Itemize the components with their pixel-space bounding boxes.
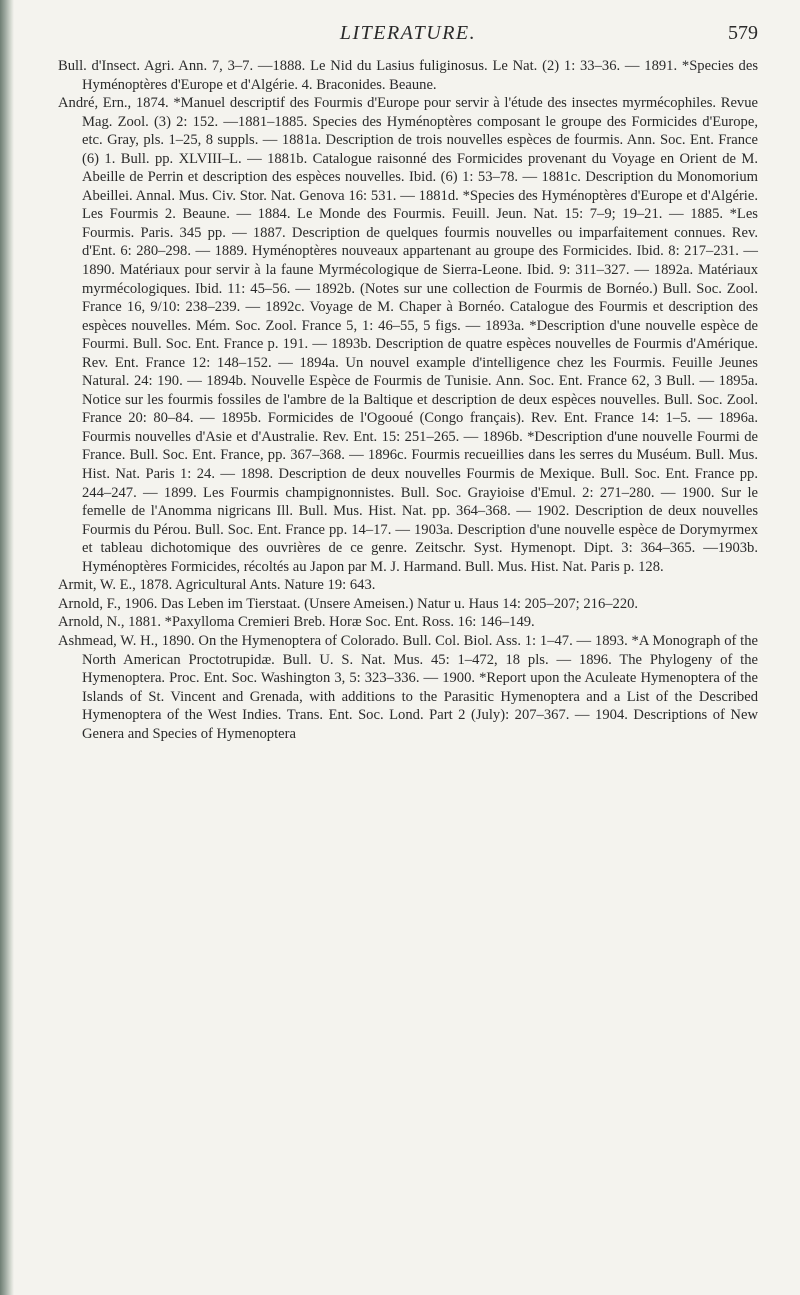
page-gutter-shadow [0,0,14,1295]
bibliography-entry-andre-continued: Bull. d'Insect. Agri. Ann. 7, 3–7. —1888. Le Nid du Lasius fuliginosus. Le Nat. (2) 1: 33–36. — 1891. *Species des Hyménoptères d'Europe et d'Algérie. 4. Braconides. Beaune. [58,58,758,93]
running-head-title: LITERATURE. [339,22,477,44]
bibliography-entry-arnold-f: Arnold, F., 1906. Das Leben im Tierstaat. (Unsere Ameisen.) Natur u. Haus 14: 205–207; 216–220. [58,595,639,612]
bibliography-entry-arnold-n: Arnold, N., 1881. *Paxylloma Cremieri Breb. Horæ Soc. Ent. Ross. 16: 146–149. [58,614,535,631]
bibliography-entry-ashmead: Ashmead, W. H., 1890. On the Hymenoptera of Colorado. Bull. Col. Biol. Ass. 1: 1–47. — 1893. *A Monograph of the North American Proctotrupidæ. Bull. U. S. Nat. Mus. 45: 1–472, 18 pls. — 1896. The Phylogeny of the Hymenoptera. Proc. Ent. Soc. Washington 3, 5: 323–336. — 1900. *Report upon the Aculeate Hymenoptera of the Islands of St. Vincent and Grenada, with additions to the Parasitic Hymenoptera and a List of the Described Hymenoptera of the West Indies. Trans. Ent. Soc. Lond. Part 2 (July): 207–367. — 1904. Descriptions of New Genera and Species of Hymenoptera [58,632,758,742]
page-number: 579 [728,22,758,44]
bibliography-entry-andre: André, Ern., 1874. *Manuel descriptif des Fourmis d'Europe pour servir à l'étude des insectes myrmécophiles. Revue Mag. Zool. (3) 2: 152. —1881–1885. Species des Hyménoptères composant le groupe des Formicides d'Europe, etc. Gray, pls. 1–25, 8 suppls. — 1881a. Description de trois nouvelles espèces de fourmis. Ann. Soc. Ent. France (6) 1. Bull. pp. XLVIII–L. — 1881b. Catalogue raisonné des Formicides provenant du Voyage en Orient de M. Abeille de Perrin et description des espèces nouvelles. Ibid. (6) 1: 53–78. — 1881c. Description du Monomorium Abeillei. Annal. Mus. Civ. Stor. Nat. Genova 16: 531. — 1881d. *Species des Hyménoptères d'Europe et d'Algérie. Les Fourmis 2. Beaune. — 1884. Le Monde des Fourmis. Feuill. Jeun. Nat. 15: 7–9; 19–21. — 1885. *Les Fourmis. Paris. 345 pp. — 1887. Description de quelques fourmis nouvelles ou imparfaitement connues. Rev. d'Ent. 6: 280–298. — 1889. Hyménoptères nouveaux appartenant au groupe des Formicides. Ibid. 8: 217–231. — 1890. Matériaux pour servir à la faune Myrmécologique de Sierra-Leone. Ibid. 9: 311–327. — 1892a. Matériaux myrmécologiques. Ibid. 11: 45–56. — 1892b. (Notes sur une collection de Fourmis de Bornéo.) Bull. Soc. Zool. France 16, 9/10: 238–239. — 1892c. Voyage de M. Chaper à Bornéo. Catalogue des Fourmis et description des espèces nouvelles. Mém. Soc. Zool. France 5, 1: 46–55, 5 figs. — 1893a. *Description d'une nouvelle espèce de Fourmi. Bull. Soc. Ent. France p. 191. — 1893b. Description de quatre espèces nouvelles de Fourmis d'Amérique. Rev. Ent. France 12: 148–152. — 1894a. Un nouvel example d'intelligence chez les Fourmis. Feuille Jeunes Natural. 24: 190. — 1894b. Nouvelle Espèce de Fourmis de Tunisie. Ann. Soc. Ent. France 62, 3 Bull. — 1895a. Notice sur les fourmis fossiles de l'ambre de la Baltique et description de deux espèces nouvelles. Bull. Soc. Zool. France 20: 80–84. — 1895b. Formicides de l'Ogooué (Congo français). Rev. Ent. France 14: 1–5. — 1896a. Fourmis nouvelles d'Asie et d'Australie. Rev. Ent. 15: 251–265. — 1896b. *Description d'une nouvelle Fourmi de France. Bull. Soc. Ent. France, pp. 367–368. — 1896c. Fourmis recueillies dans les serres du Muséum. Bull. Mus. Hist. Nat. Paris 1: 24. — 1898. Description de deux nouvelles Fourmis de Mexique. Bull. Soc. Ent. France pp. 244–247. — 1899. Les Fourmis champignonnistes. Bull. Soc. Grayioise d'Emul. 2: 271–280. — 1900. Sur le femelle de l'Anomma nigricans Ill. Bull. Mus. Hist. Nat. pp. 364–368. — 1902. Description de deux nouvelles Fourmis du Pérou. Bull. Soc. Ent. France pp. 14–17. — 1903a. Description d'une nouvelle espèce de Dorymyrmex et tableau dichotomique des ouvrières de ce genre. Zeitschr. Syst. Hymenopt. Dipt. 3: 364–365. —1903b. Hyménoptères Formicides, récoltés au Japon par M. J. Harmand. Bull. Mus. Hist. Nat. Paris p. 128. [58,95,758,575]
running-head [58,18,758,48]
bibliography-entry-armit: Armit, W. E., 1878. Agricultural Ants. Nature 19: 643. [58,577,376,594]
bibliography-text [58,57,758,743]
